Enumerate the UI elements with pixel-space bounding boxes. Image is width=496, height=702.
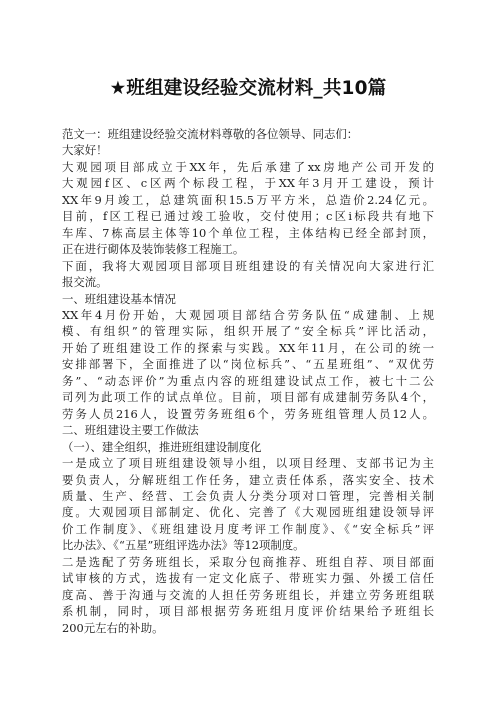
body-line: 务”、“动态评价”为重点内容的班组建设试点工作，被七十二公 (62, 373, 434, 388)
body-line: （一）、建全组织，推进班组建设制度化 (62, 439, 262, 454)
body-line: 正在进行砌体及装饰装修工程施工。 (62, 242, 245, 257)
body-line: 下面，我将大观园项目部项目班组建设的有关情况向大家进行汇 (62, 258, 434, 273)
body-line: 比办法》、《“五星”班组评选办法》等12项制度。 (62, 538, 305, 553)
body-line: 司列为此项工作的试点单位。目前，项目部有成建制劳务队4个， (62, 390, 434, 405)
body-line: 二是选配了劳务班组长，采取分包商推荐、班组自荐、项目部面 (62, 554, 434, 569)
body-line: 范文一：班组建设经验交流材料尊敬的各位领导、同志们： (62, 127, 359, 141)
body-line: 度高、善于沟通与交流的人担任劳务班组长，并建立劳务班组联 (62, 587, 434, 602)
body-line: 一是成立了项目班组建设领导小组，以项目经理、支部书记为主 (62, 456, 434, 471)
body-line: 大观园f区、c区两个标段工程，于XX年3月开工建设，预计 (62, 176, 434, 191)
body-line: 模、有组织”的管理实际，组织开展了“安全标兵”评比活动， (62, 324, 434, 339)
document-title: ★班组建设经验交流材料_共10篇 (109, 78, 387, 99)
body-line: 车库、7栋高层主体等10个单位工程，主体结构已经全部封顶， (62, 225, 434, 240)
body-line: XX年4月份开始，大观园项目部结合劳务队伍“成建制、上规 (62, 307, 434, 322)
body-line: 价工作制度》、《班组建设月度考评工作制度》、《“安全标兵”评 (62, 521, 434, 536)
document-body (62, 126, 434, 636)
body-line: 质量、生产、经营、工会负责人分类分项对口管理，完善相关制 (62, 488, 434, 503)
body-line: 度。大观园项目部制定、优化、完善了《大观园班组建设领导评 (62, 505, 434, 520)
body-line: 安排部署下，全面推进了以“岗位标兵”、“五星班组”、“双优劳 (62, 357, 434, 372)
body-line: 试审核的方式，选拔有一定文化底子、带班实力强、外援工信任 (62, 571, 434, 586)
body-line: 报交流。 (62, 275, 108, 290)
body-line: XX年9月竣工，总建筑面积15.5万平方米，总造价2.24亿元。 (62, 192, 434, 207)
body-line: 200元左右的补助。 (62, 620, 164, 635)
body-line: 要负责人，分解班组工作任务，建立责任体系，落实安全、技术 (62, 472, 434, 487)
body-line: 系机制，同时，项目部根据劳务班组月度评价结果给予班组长 (62, 604, 434, 619)
body-line: 劳务人员216人，设置劳务班组6个，劳务班组管理人员12人。 (62, 406, 434, 421)
body-line: 大观园项目部成立于XX年，先后承建了xx房地产公司开发的 (62, 159, 434, 174)
body-line: 目前，f区工程已通过竣工验收，交付使用；c区i标段共有地下 (62, 209, 434, 224)
body-line: 一、班组建设基本情况 (62, 291, 176, 306)
body-line: 二、班组建设主要工作做法 (62, 423, 199, 438)
body-line: 大家好！ (62, 143, 108, 158)
body-line: 开始了班组建设工作的探索与实践。XX年11月，在公司的统一 (62, 340, 434, 355)
